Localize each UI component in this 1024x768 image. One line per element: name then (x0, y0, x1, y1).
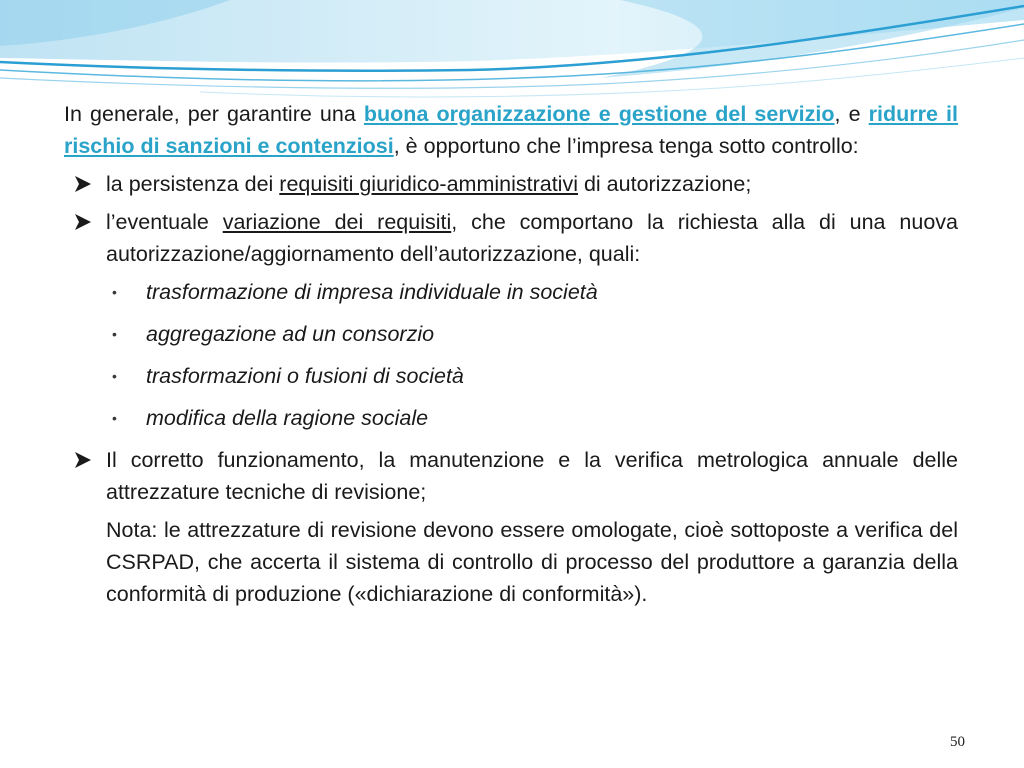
dot-bullet-icon: • (112, 368, 117, 384)
slide-body (64, 98, 958, 610)
list-item: l’eventuale variazione dei requisiti, che comportano la richiesta alla di una nuova autorizzazione/aggiornamento dell’autorizzazione, quali: (64, 206, 958, 270)
dot-bullet-icon: • (112, 284, 117, 300)
dot-bullet-icon: • (112, 410, 117, 426)
highlight-organizzazione: buona organizzazione e gestione del servizio (363, 102, 835, 126)
intro-paragraph: In generale, per garantire una buona organizzazione e gestione del servizio, e ridurre il rischio di sanzioni e contenziosi, è opportuno che l’impresa tenga sotto controllo: (64, 102, 959, 158)
dot-bullet-icon: • (112, 326, 117, 342)
arrow-bullet-icon (72, 168, 98, 200)
sub-list-item: • trasformazioni o fusioni di società (64, 360, 958, 392)
header-wave-decoration (0, 0, 1024, 110)
highlight-sanzioni: ridurre il rischio di sanzioni e contenziosi (64, 102, 959, 158)
arrow-bullet-icon (72, 444, 98, 476)
list-item: Il corretto funzionamento, la manutenzione e la verifica metrologica annuale delle attrezzature tecniche di revisione; (64, 444, 958, 508)
sub-list-item: • trasformazione di impresa individuale in società (64, 276, 958, 308)
note-paragraph: Nota: le attrezzature di revisione devono essere omologate, cioè sottoposte a verifica del CSRPAD, che accerta il sistema di controllo di processo del produttore a garanzia della conformità di produzione («dichiarazione di conformità»). (106, 518, 958, 606)
sub-list-item: • modifica della ragione sociale (64, 402, 958, 434)
arrow-bullet-icon (72, 206, 98, 238)
sub-list-item: • aggregazione ad un consorzio (64, 318, 958, 350)
page-number: 50 (950, 734, 965, 750)
list-item: la persistenza dei requisiti giuridico-amministrativi di autorizzazione; (64, 168, 958, 200)
